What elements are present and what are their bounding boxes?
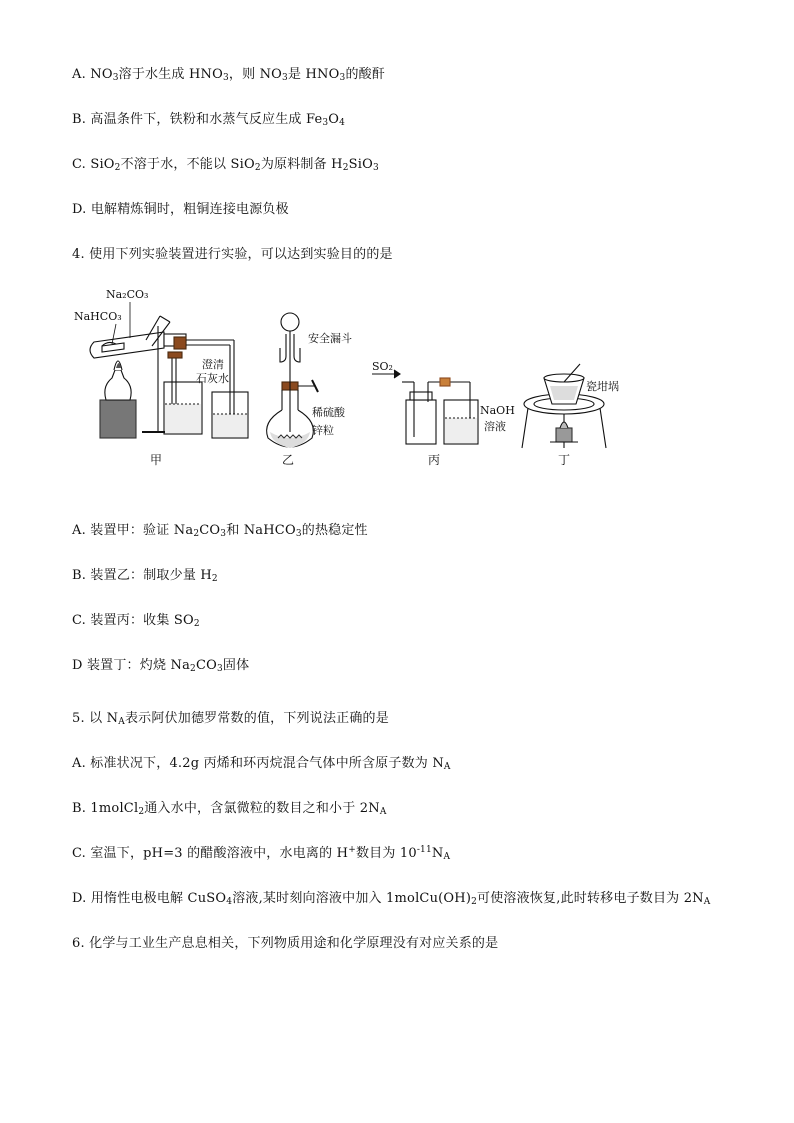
label-funnel: 安全漏斗 bbox=[308, 332, 352, 345]
text-segment: 和 NaHCO bbox=[226, 523, 296, 538]
text-segment: 2 bbox=[471, 897, 478, 907]
text-segment: 2 bbox=[254, 163, 261, 173]
text-segment: A bbox=[443, 852, 451, 862]
label-naoh-1: NaOH bbox=[480, 404, 515, 417]
text-segment: 的热稳定性 bbox=[301, 523, 368, 538]
text-segment: A bbox=[379, 807, 387, 817]
text-segment: A bbox=[443, 762, 451, 772]
text-line-5D bbox=[72, 890, 710, 908]
text-line-3B bbox=[72, 111, 345, 129]
text-segment: 不溶于水，不能以 SiO bbox=[120, 157, 255, 172]
text-segment: 3 bbox=[216, 664, 223, 674]
text-segment: 4. 使用下列实验装置进行实验，可以达到实验目的的是 bbox=[72, 247, 393, 262]
text-segment: -11 bbox=[416, 845, 432, 855]
label-na2co3: Na₂CO₃ bbox=[106, 288, 149, 301]
text-segment: 溶于水生成 HNO bbox=[118, 67, 223, 82]
text-line-q4 bbox=[72, 246, 393, 264]
caption-jia: 甲 bbox=[150, 453, 163, 467]
text-segment: D. 电解精炼铜时，粗铜连接电源负极 bbox=[72, 202, 289, 217]
label-so2: SO₂ bbox=[372, 360, 393, 373]
text-segment: B. 装置乙：制取少量 H bbox=[72, 568, 212, 583]
text-segment: N bbox=[431, 846, 444, 861]
label-limewater-2: 石灰水 bbox=[196, 372, 229, 385]
text-segment: 5. 以 N bbox=[72, 711, 119, 726]
text-segment: 可使溶液恢复,此时转移电子数目为 2N bbox=[477, 891, 704, 906]
text-segment: B. 1molCl bbox=[72, 801, 139, 816]
apparatus-figure bbox=[72, 282, 632, 472]
text-segment: CO bbox=[195, 658, 217, 673]
text-line-5C bbox=[72, 845, 450, 863]
text-segment: A bbox=[703, 897, 711, 907]
text-segment: 3 bbox=[372, 163, 379, 173]
text-line-3C bbox=[72, 156, 379, 174]
apparatus-ding bbox=[522, 364, 606, 448]
text-segment: 通入水中，含氯微粒的数目之和小于 2N bbox=[144, 801, 380, 816]
text-segment: 3 bbox=[282, 73, 288, 83]
text-line-4C bbox=[72, 612, 200, 630]
text-segment: 2 bbox=[114, 163, 121, 173]
text-segment: C. 装置丙：收集 SO bbox=[72, 613, 194, 628]
text-segment: 3 bbox=[322, 118, 329, 128]
label-acid: 稀硫酸 bbox=[312, 406, 345, 419]
label-crucible: 瓷坩埚 bbox=[586, 380, 619, 393]
text-segment: 2 bbox=[342, 163, 349, 173]
text-segment: 6. 化学与工业生产息息相关，下列物质用途和化学原理没有对应关系的是 bbox=[72, 936, 499, 951]
text-line-3D bbox=[72, 201, 289, 219]
text-segment: D 装置丁：灼烧 Na bbox=[72, 658, 191, 673]
text-line-5A bbox=[72, 755, 451, 773]
text-segment: 2 bbox=[138, 807, 145, 817]
text-segment: 4 bbox=[226, 897, 233, 907]
text-segment: A. NO bbox=[72, 67, 113, 82]
text-segment: B. 高温条件下，铁粉和水蒸气反应生成 Fe bbox=[72, 112, 323, 127]
label-zinc: 锌粒 bbox=[312, 424, 334, 437]
text-segment: C. SiO bbox=[72, 157, 115, 172]
text-segment: 3 bbox=[220, 529, 227, 539]
apparatus-bing bbox=[372, 370, 478, 444]
text-segment: 3 bbox=[295, 529, 302, 539]
text-segment: 3 bbox=[222, 73, 229, 83]
text-segment: 4 bbox=[339, 118, 346, 128]
text-line-3A bbox=[72, 66, 385, 84]
text-segment: 溶液,某时刻向溶液中加入 1molCu(OH) bbox=[232, 891, 472, 906]
text-segment: 表示阿伏加德罗常数的值，下列说法正确的是 bbox=[124, 711, 389, 726]
text-segment: C. 室温下，pH=3 的醋酸溶液中，水电离的 H bbox=[72, 846, 349, 861]
text-line-4D bbox=[72, 657, 249, 675]
text-segment: D. 用惰性电极电解 CuSO bbox=[72, 891, 227, 906]
text-line-5B bbox=[72, 800, 387, 818]
text-segment: A bbox=[118, 717, 125, 727]
text-segment: A. 装置甲：验证 Na bbox=[72, 523, 194, 538]
text-segment: SiO bbox=[348, 157, 373, 172]
text-segment: 2 bbox=[193, 529, 200, 539]
caption-ding: 丁 bbox=[558, 453, 571, 467]
text-segment: + bbox=[348, 845, 356, 855]
text-line-4B bbox=[72, 567, 218, 585]
label-limewater-1: 澄清 bbox=[202, 358, 224, 371]
text-segment: 是 HNO bbox=[287, 67, 340, 82]
text-segment: 3 bbox=[112, 73, 119, 83]
text-segment: O bbox=[328, 112, 340, 127]
caption-yi: 乙 bbox=[282, 453, 295, 467]
text-line-4A bbox=[72, 522, 368, 540]
text-line-q5 bbox=[72, 710, 389, 728]
text-segment: 固体 bbox=[222, 658, 250, 673]
text-segment: 数目为 10 bbox=[355, 846, 417, 861]
text-segment: 3 bbox=[339, 73, 346, 83]
text-segment: CO bbox=[199, 523, 221, 538]
label-nahco3: NaHCO₃ bbox=[74, 310, 122, 323]
label-naoh-2: 溶液 bbox=[484, 420, 506, 433]
text-segment: 2 bbox=[193, 619, 200, 629]
text-segment: 2 bbox=[190, 664, 196, 674]
text-segment: 为原料制备 H bbox=[260, 157, 343, 172]
text-segment: 的酸酐 bbox=[345, 67, 386, 82]
text-segment: ，则 NO bbox=[228, 67, 283, 82]
text-segment: A. 标准状况下，4.2g 丙烯和环丙烷混合气体中所含原子数为 N bbox=[72, 756, 444, 771]
caption-bing: 丙 bbox=[428, 453, 441, 467]
text-line-q6 bbox=[72, 935, 498, 953]
text-segment: 2 bbox=[211, 574, 218, 584]
